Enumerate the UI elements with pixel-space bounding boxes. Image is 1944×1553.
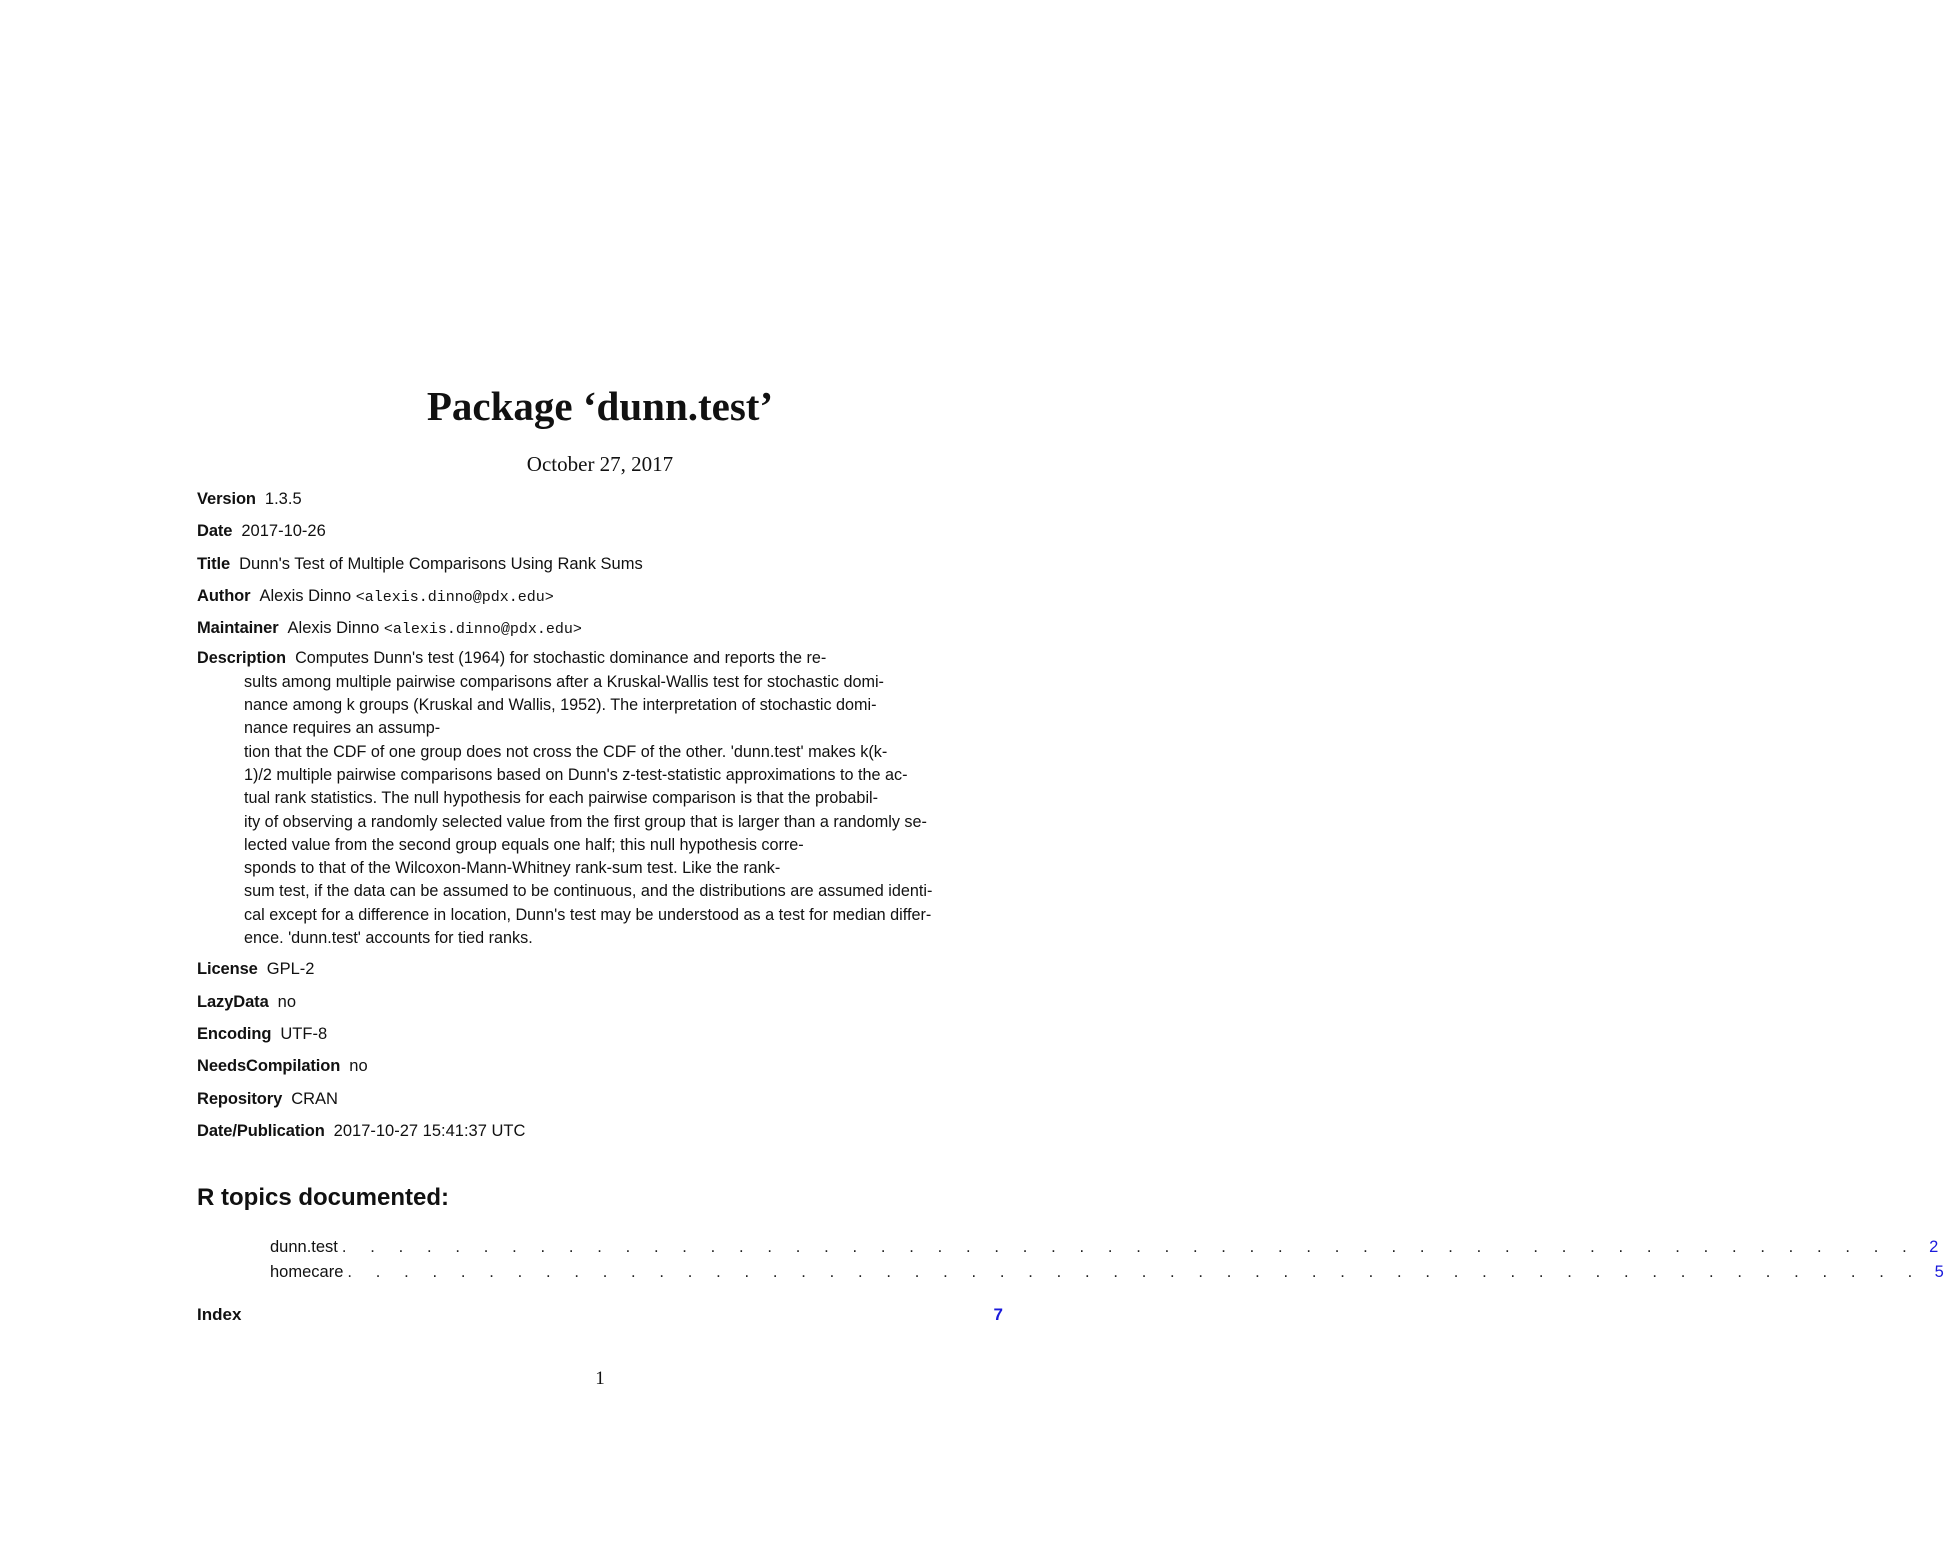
field-value: no <box>277 992 297 1011</box>
toc-page-link[interactable]: 5 <box>1934 1262 1944 1281</box>
field-label: NeedsCompilation <box>197 1057 341 1076</box>
field-license <box>197 956 1003 988</box>
description-line: Description Computes Dunn's test (1964) for stochastic dominance and reports the re- <box>197 649 827 668</box>
topics-heading: R topics documented: <box>197 1184 450 1211</box>
field-label: Date <box>197 522 233 541</box>
toc-page-link[interactable]: 2 <box>1929 1238 1939 1256</box>
field-label: Author <box>197 586 251 605</box>
field-label: License <box>197 960 258 979</box>
field-label: Repository <box>197 1089 283 1108</box>
table-of-contents <box>270 1235 1944 1284</box>
description-line: sults among multiple pairwise comparisons after a Kruskal-Wallis test for stochastic domi- <box>244 672 884 691</box>
description-line: 1)/2 multiple pairwise comparisons based on Dunn's z-test-statistic approximations to the ac- <box>244 765 908 784</box>
field-lazydata <box>197 989 1003 1021</box>
field-label: Title <box>197 554 231 573</box>
field-value: GPL-2 <box>266 960 315 979</box>
description-line: lected value from the second group equals one half; this null hypothesis corre- <box>244 835 804 854</box>
toc-item-name[interactable]: dunn.test <box>270 1238 338 1256</box>
description-line: nance among k groups (Kruskal and Wallis, 1952). The interpretation of stochastic domi- <box>244 696 877 715</box>
package-fields <box>197 486 1003 1150</box>
index-label[interactable]: Index <box>197 1305 242 1324</box>
field-repository <box>197 1086 1003 1118</box>
field-label: Version <box>197 490 256 508</box>
field-value: Dunn's Test of Multiple Comparisons Using Rank Sums <box>239 554 643 573</box>
toc-leader-dots: . . . . . . . . . . . . . . . . . . . . . . . . . . . . . . . . . . . . . . . . . . . . . . . . . . . . . . . . <box>347 1262 1922 1281</box>
page-number: 1 <box>595 1368 605 1389</box>
description-line: tion that the CDF of one group does not cross the CDF of the other. 'dunn.test' makes k(k- <box>244 742 888 761</box>
description-line: cal except for a difference in location, Dunn's test may be understood as a test for median differ- <box>244 905 932 924</box>
field-value: CRAN <box>291 1089 338 1108</box>
description-line: sponds to that of the Wilcoxon-Mann-Whitney rank-sum test. Like the rank- <box>244 859 781 878</box>
page-date: October 27, 2017 <box>526 452 674 476</box>
index-page-link[interactable]: 7 <box>993 1305 1003 1324</box>
field-date-publication <box>197 1118 1003 1150</box>
field-version <box>197 486 1003 518</box>
maintainer-name: Alexis Dinno <box>287 619 380 638</box>
field-title <box>197 551 1003 583</box>
toc-leader-dots: . . . . . . . . . . . . . . . . . . . . . . . . . . . . . . . . . . . . . . . . . . . . . . . . . . . . . . . . <box>341 1238 1917 1256</box>
field-label: LazyData <box>197 992 269 1011</box>
field-needscompilation <box>197 1053 1003 1085</box>
field-value: 2017-10-27 15:41:37 UTC <box>333 1121 526 1140</box>
author-name: Alexis Dinno <box>259 586 352 605</box>
field-value: no <box>349 1057 368 1076</box>
description-line: ity of observing a randomly selected value from the first group that is larger than a randomly se- <box>244 812 927 831</box>
field-value: 2017-10-26 <box>241 522 326 541</box>
maintainer-email: <alexis.dinno@pdx.edu> <box>383 621 582 639</box>
description-line: sum test, if the data can be assumed to be continuous, and the distributions are assumed identi- <box>244 882 933 901</box>
field-author <box>197 583 1003 615</box>
index-entry[interactable] <box>197 1303 1003 1327</box>
toc-item-name[interactable]: homecare <box>270 1262 344 1281</box>
field-label: Encoding <box>197 1024 272 1043</box>
field-encoding <box>197 1021 1003 1053</box>
field-label: Maintainer <box>197 619 279 638</box>
field-value: UTF-8 <box>280 1024 328 1043</box>
toc-item[interactable] <box>270 1260 1944 1285</box>
description-line: tual rank statistics. The null hypothesis for each pairwise comparison is that the probabil- <box>244 789 879 808</box>
field-maintainer <box>197 615 1003 647</box>
field-label: Description <box>197 649 287 668</box>
field-description <box>197 647 1003 950</box>
page-title: Package ‘dunn.test’ <box>426 383 774 429</box>
field-value: 1.3.5 <box>264 490 302 508</box>
author-email: <alexis.dinno@pdx.edu> <box>355 588 554 606</box>
description-line: ence. 'dunn.test' accounts for tied ranks. <box>244 929 533 948</box>
field-date <box>197 518 1003 550</box>
field-label: Date/Publication <box>197 1121 325 1140</box>
toc-item[interactable] <box>270 1235 1939 1260</box>
description-line: nance requires an assump- <box>244 719 441 738</box>
